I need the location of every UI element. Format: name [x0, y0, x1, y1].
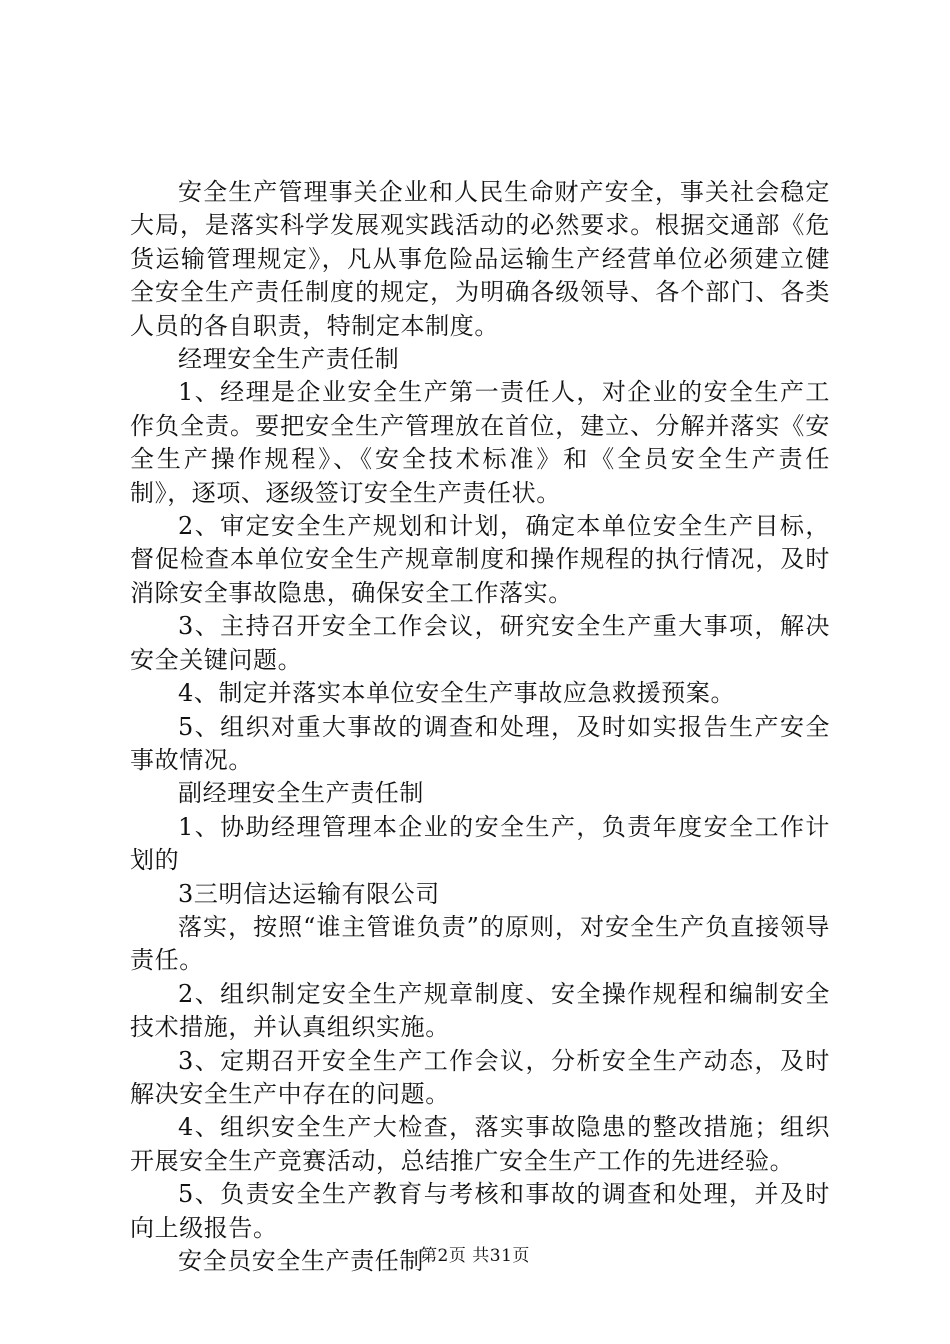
paragraph-deputy-4: 4、组织安全生产大检查，落实事故隐患的整改措施；组织开展安全生产竞赛活动，总结推广安全生产工作的先进经验。: [130, 1113, 830, 1175]
section-heading-manager: 经理安全生产责任制: [178, 345, 400, 374]
paragraph-manager-3: 3、主持召开安全工作会议，研究安全生产重大事项，解决安全关键问题。: [130, 612, 830, 674]
page-number-footer: 第2页 共31页: [420, 1246, 530, 1266]
paragraph-manager-2: 2、审定安全生产规划和计划，确定本单位安全生产目标，督促检查本单位安全生产规章制度和操作规程的执行情况，及时消除安全事故隐患，确保安全工作落实。: [130, 512, 830, 607]
section-heading-deputy-manager: 副经理安全生产责任制: [178, 779, 424, 808]
paragraph-intro: 安全生产管理事关企业和人民生命财产安全，事关社会稳定大局，是落实科学发展观实践活动的必然要求。根据交通部《危货运输管理规定》，凡从事危险品运输生产经营单位必须建立健全安全生产责任制度的规定，为明确各级领导、各个部门、各类人员的各自职责，特制定本制度。: [130, 178, 830, 340]
paragraph-deputy-1-continued: 落实，按照“谁主管谁负责”的原则，对安全生产负直接领导责任。: [130, 912, 830, 975]
paragraph-manager-4: 4、制定并落实本单位安全生产事故应急救援预案。: [178, 679, 736, 708]
company-name-line: 3三明信达运输有限公司: [178, 879, 440, 908]
section-heading-safety-officer: 安全员安全生产责任制: [178, 1247, 424, 1275]
paragraph-deputy-5: 5、负责安全生产教育与考核和事故的调查和处理，并及时向上级报告。: [130, 1180, 830, 1242]
paragraph-manager-1: 1、经理是企业安全生产第一责任人，对企业的安全生产工作负全责。要把安全生产管理放在首位，建立、分解并落实《安全生产操作规程》、《安全技术标准》和《全员安全生产责任制》，逐项、逐级签订安全生产责任状。: [130, 378, 830, 507]
paragraph-manager-5: 5、组织对重大事故的调查和处理，及时如实报告生产安全事故情况。: [130, 712, 830, 774]
paragraph-deputy-2: 2、组织制定安全生产规章制度、安全操作规程和编制安全技术措施，并认真组织实施。: [130, 979, 830, 1042]
paragraph-deputy-1: 1、协助经理管理本企业的安全生产，负责年度安全工作计划的: [130, 812, 830, 875]
paragraph-deputy-3: 3、定期召开安全生产工作会议，分析安全生产动态，及时解决安全生产中存在的问题。: [130, 1046, 830, 1108]
document-body: [130, 176, 830, 1278]
